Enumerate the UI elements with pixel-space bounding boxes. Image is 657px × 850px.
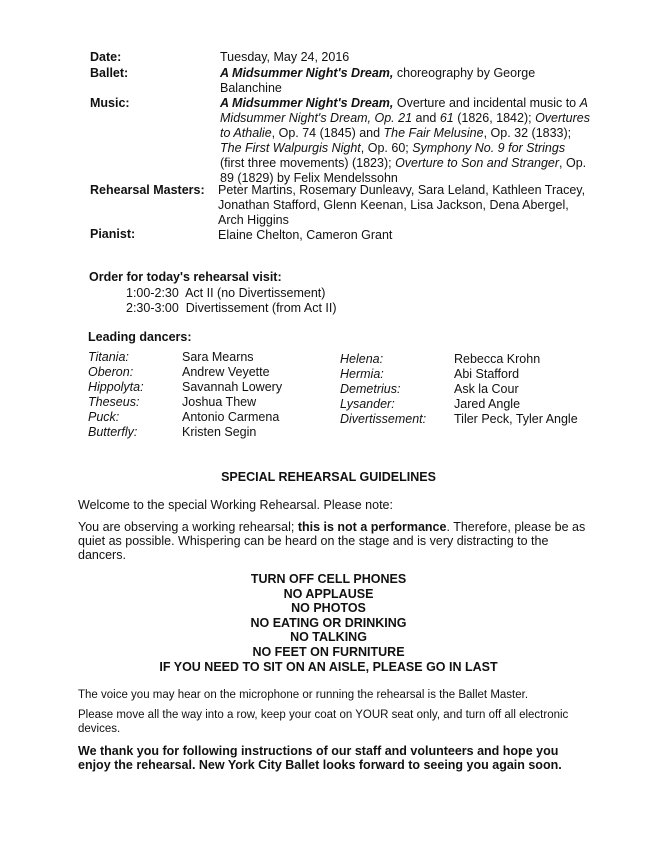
rule-item: TURN OFF CELL PHONES — [250, 572, 407, 586]
music-text-segment: (1826, 1842); — [453, 111, 536, 125]
rule-item: IF YOU NEED TO SIT ON AN AISLE, PLEASE GO IN LAST — [159, 659, 498, 674]
rule-item: NO PHOTOS — [291, 601, 366, 616]
music-text-segment: , Op. 60; — [360, 141, 413, 155]
ballet-title: A Midsummer Night's Dream, — [220, 66, 394, 80]
date-label: Date: — [90, 50, 122, 64]
pianist-label: Pianist: — [90, 227, 136, 241]
role-name: Demetrius: — [340, 382, 401, 396]
rule-item: NO FEET ON FURNITURE — [252, 645, 405, 659]
guidelines-heading: SPECIAL REHEARSAL GUIDELINES — [221, 470, 436, 484]
row-note: Please move all the way into a row, keep your coat on YOUR seat only, and turn off all electronic devices. — [78, 709, 569, 735]
music-text-segment: 61 — [439, 111, 454, 125]
schedule-time: 1:00-2:30 — [126, 286, 179, 300]
music-text-segment: (first three movements) (1823); — [220, 156, 396, 170]
ballet-choreography: choreography by George Balanchine — [220, 66, 536, 95]
ballet-value — [220, 66, 592, 96]
pianist-value: Elaine Chelton, Cameron Grant — [218, 228, 393, 242]
music-label: Music: — [90, 96, 130, 110]
music-text-segment: , Op. 89 (1829) by Felix Mendelssohn — [220, 156, 587, 185]
dancer-name: Joshua Thew — [182, 395, 257, 409]
role-name: Helena: — [340, 352, 384, 366]
schedule-row — [126, 286, 325, 301]
date-value: Tuesday, May 24, 2016 — [220, 50, 350, 64]
dancer-name: Antonio Carmena — [182, 410, 280, 424]
music-text-segment: Symphony No. 9 for Strings — [412, 141, 566, 155]
music-value — [220, 96, 592, 186]
role-name: Hermia: — [340, 367, 384, 381]
music-text-segment: The Fair Melusine — [383, 126, 484, 140]
dancer-name: Jared Angle — [454, 397, 521, 411]
music-text-segment: , Op. 32 (1833); — [483, 126, 572, 140]
rule-item: NO APPLAUSE — [283, 586, 374, 601]
dancer-name: Abi Stafford — [454, 367, 520, 381]
role-name: Hippolyta: — [88, 380, 144, 394]
role-name: Divertissement: — [340, 412, 427, 426]
role-name: Theseus: — [88, 395, 140, 409]
music-text-segment: The First Walpurgis Night — [220, 141, 361, 155]
music-text-segment: A Midsummer Night's Dream, Op. 21 — [220, 96, 588, 125]
order-heading: Order for today's rehearsal visit: — [89, 270, 282, 284]
dancer-name: Sara Mearns — [182, 350, 254, 364]
voice-note: The voice you may hear on the microphone or running the rehearsal is the Ballet Master. — [78, 689, 529, 701]
ballet-label: Ballet: — [90, 66, 129, 80]
rehearsal-masters-label: Rehearsal Masters: — [90, 183, 205, 197]
dancer-name: Andrew Veyette — [182, 365, 270, 379]
music-text-segment: , Op. 74 (1845) and — [271, 126, 384, 140]
schedule-description: Divertissement (from Act II) — [185, 301, 337, 315]
schedule-row — [126, 301, 337, 316]
role-name: Oberon: — [88, 365, 134, 379]
music-text-segment: Overture to Son and Stranger — [395, 156, 560, 170]
rehearsal-masters-value: Peter Martins, Rosemary Dunleavy, Sara Leland, Kathleen Tracey, Jonathan Stafford, Glenn Keenan, Lisa Jackson, Dena Abergel, Arch Higgins — [218, 183, 586, 227]
observing-paragraph — [78, 520, 598, 562]
observing-text-rest: . Therefore, please be as quiet as possible. Whispering can be heard on the stage and is very distracting to the dancers. — [78, 520, 586, 562]
role-name: Butterfly: — [88, 425, 138, 439]
rule-item: NO TALKING — [290, 630, 367, 645]
schedule-description: Act II (no Divertissement) — [185, 286, 326, 300]
role-name: Titania: — [88, 350, 129, 364]
thank-you-note: We thank you for following instructions of our staff and volunteers and hope you enjoy the rehearsal. New York City Ballet looks forward to seeing you again soon. — [78, 744, 562, 772]
dancer-name: Tiler Peck, Tyler Angle — [454, 412, 578, 426]
dancer-name: Rebecca Krohn — [454, 352, 541, 366]
role-name: Lysander: — [340, 397, 395, 411]
role-name: Puck: — [88, 410, 120, 424]
dancer-name: Ask la Cour — [454, 382, 519, 396]
dancer-name: Kristen Segin — [182, 425, 257, 439]
observing-text: You are observing a working rehearsal; — [78, 520, 298, 534]
schedule-time: 2:30-3:00 — [126, 301, 179, 315]
leading-dancers-heading: Leading dancers: — [88, 330, 192, 344]
not-performance-text: this is not a performance — [297, 520, 447, 534]
music-text-segment: Overture and incidental music to — [393, 96, 580, 110]
welcome-text: Welcome to the special Working Rehearsal. Please note: — [78, 498, 393, 512]
music-text-segment: and — [412, 111, 440, 125]
music-text-segment: A Midsummer Night's Dream, — [220, 96, 394, 110]
music-text-segment: Overtures to Athalie — [220, 111, 590, 140]
dancer-name: Savannah Lowery — [182, 380, 283, 394]
rule-item: NO EATING OR DRINKING — [250, 615, 407, 630]
